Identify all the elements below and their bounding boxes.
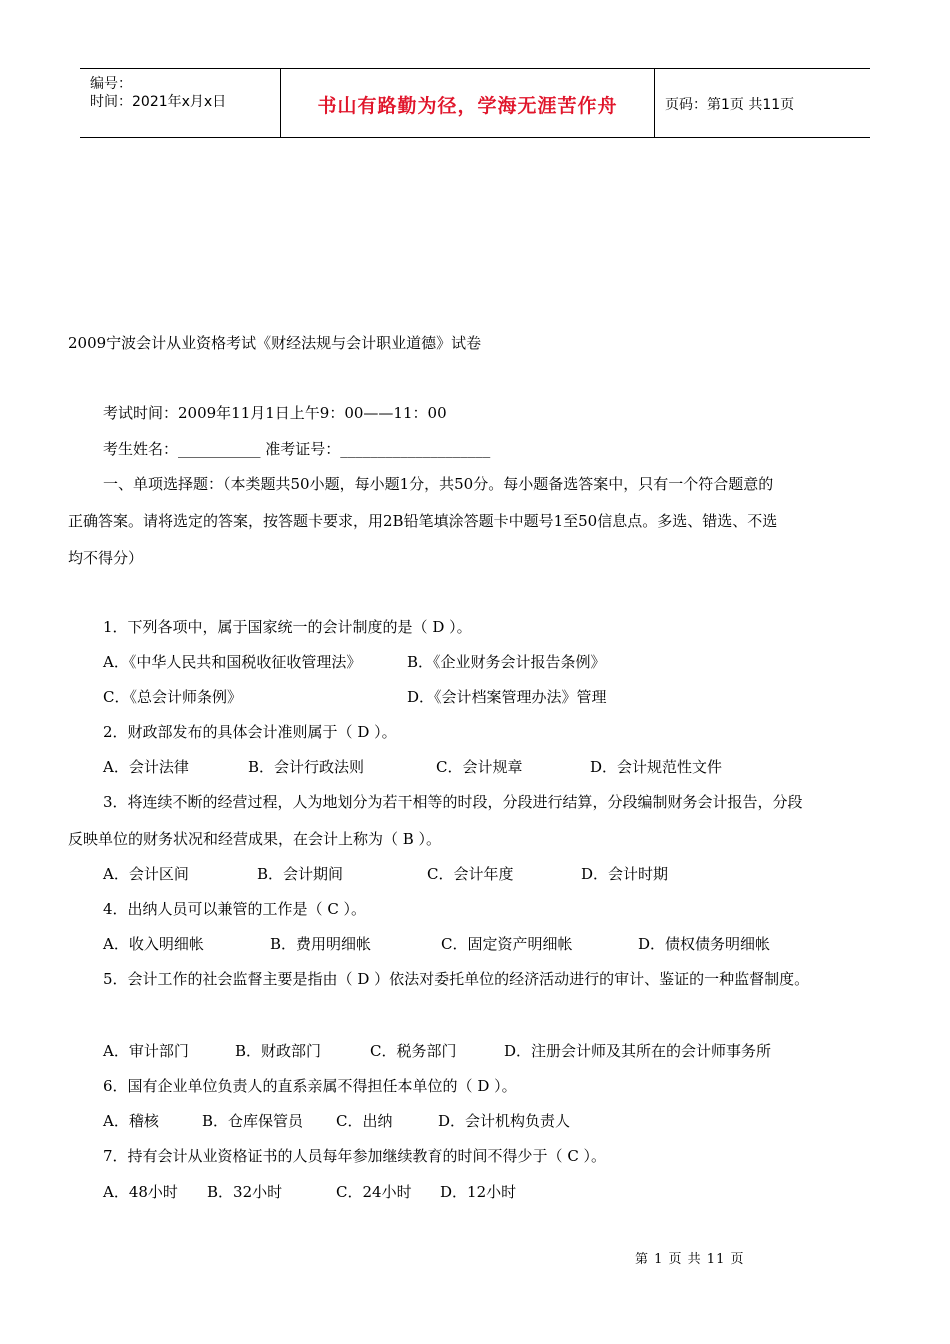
header-motto-cell xyxy=(280,69,655,137)
question-4-option-b: B．费用明细帐 xyxy=(270,935,372,953)
document-title: 2009宁波会计从业资格考试《财经法规与会计职业道德》试卷 xyxy=(68,334,482,352)
header-table xyxy=(80,68,870,138)
question-2-option-a: A．会计法律 xyxy=(103,758,189,776)
question-1-option-d: D．《会计档案管理办法》管理 xyxy=(407,688,607,706)
question-5-option-c: C．税务部门 xyxy=(370,1042,457,1060)
instructions-line-1: 一、单项选择题：（本类题共50小题，每小题1分，共50分。每小题备选答案中，只有一个符合题意的 xyxy=(103,475,774,493)
question-2: 2．财政部发布的具体会计准则属于（ D ）。 xyxy=(103,723,397,741)
question-3-option-a: A．会计区间 xyxy=(103,865,189,883)
question-4: 4．出纳人员可以兼管的工作是（ C ）。 xyxy=(103,900,367,918)
page-number-label: 页码：第1页 共11页 xyxy=(665,97,795,113)
question-6-option-c: C．出纳 xyxy=(336,1112,393,1130)
question-5-option-a: A．审计部门 xyxy=(103,1042,189,1060)
instructions-line-3: 均不得分） xyxy=(68,549,144,567)
question-4-option-c: C．固定资产明细帐 xyxy=(441,935,573,953)
time-label: 时间：2021年x月x日 xyxy=(90,94,227,110)
question-4-option-d: D．债权债务明细帐 xyxy=(638,935,771,953)
question-7-option-b: B．32小时 xyxy=(207,1183,283,1201)
question-3-option-c: C．会计年度 xyxy=(427,865,514,883)
question-6-option-b: B．仓库保管员 xyxy=(202,1112,304,1130)
question-1-option-c: C．《总会计师条例》 xyxy=(103,688,242,706)
question-2-option-d: D．会计规范性文件 xyxy=(590,758,723,776)
header-page-cell xyxy=(655,69,870,137)
question-7-option-c: C．24小时 xyxy=(336,1183,412,1201)
question-4-option-a: A．收入明细帐 xyxy=(103,935,204,953)
candidate-info: 考生姓名：___________ 准考证号：____________________ xyxy=(103,440,491,458)
motto-text: 书山有路勤为径，学海无涯苦作舟 xyxy=(317,95,618,117)
question-5-option-b: B．财政部门 xyxy=(235,1042,322,1060)
question-6-option-d: D．会计机构负责人 xyxy=(438,1112,571,1130)
question-5-option-d: D．注册会计师及其所在的会计师事务所 xyxy=(504,1042,772,1060)
page-footer: 第 1 页 共 11 页 xyxy=(635,1252,745,1267)
question-7-option-d: D．12小时 xyxy=(440,1183,517,1201)
question-6: 6．国有企业单位负责人的直系亲属不得担任本单位的（ D ）。 xyxy=(103,1077,517,1095)
exam-time: 考试时间：2009年11月1日上午9：00——11：00 xyxy=(103,404,447,422)
question-3-line-1: 3．将连续不断的经营过程，人为地划分为若干相等的时段，分段进行结算，分段编制财务会计报告，分段 xyxy=(103,793,803,811)
question-6-option-a: A．稽核 xyxy=(103,1112,159,1130)
question-2-option-b: B．会计行政法则 xyxy=(248,758,365,776)
question-7-option-a: A．48小时 xyxy=(103,1183,178,1201)
instructions-line-2: 正确答案。请将选定的答案，按答题卡要求，用2B铅笔填涂答题卡中题号1至50信息点。多选、错选、不选 xyxy=(68,512,778,530)
question-1: 1．下列各项中，属于国家统一的会计制度的是（ D ）。 xyxy=(103,618,472,636)
question-3-option-b: B．会计期间 xyxy=(257,865,344,883)
header-meta-cell xyxy=(80,69,280,137)
question-5: 5．会计工作的社会监督主要是指由（ D ）依法对委托单位的经济活动进行的审计、鉴证的一种监督制度。 xyxy=(103,970,810,988)
serial-label: 编号： xyxy=(90,76,132,92)
question-1-option-b: B．《企业财务会计报告条例》 xyxy=(407,653,606,671)
question-3-line-2: 反映单位的财务状况和经营成果，在会计上称为（ B ）。 xyxy=(68,830,442,848)
question-7: 7．持有会计从业资格证书的人员每年参加继续教育的时间不得少于（ C ）。 xyxy=(103,1147,607,1165)
question-3-option-d: D．会计时期 xyxy=(581,865,669,883)
question-2-option-c: C．会计规章 xyxy=(436,758,523,776)
question-1-option-a: A．《中华人民共和国税收征收管理法》 xyxy=(103,653,362,671)
